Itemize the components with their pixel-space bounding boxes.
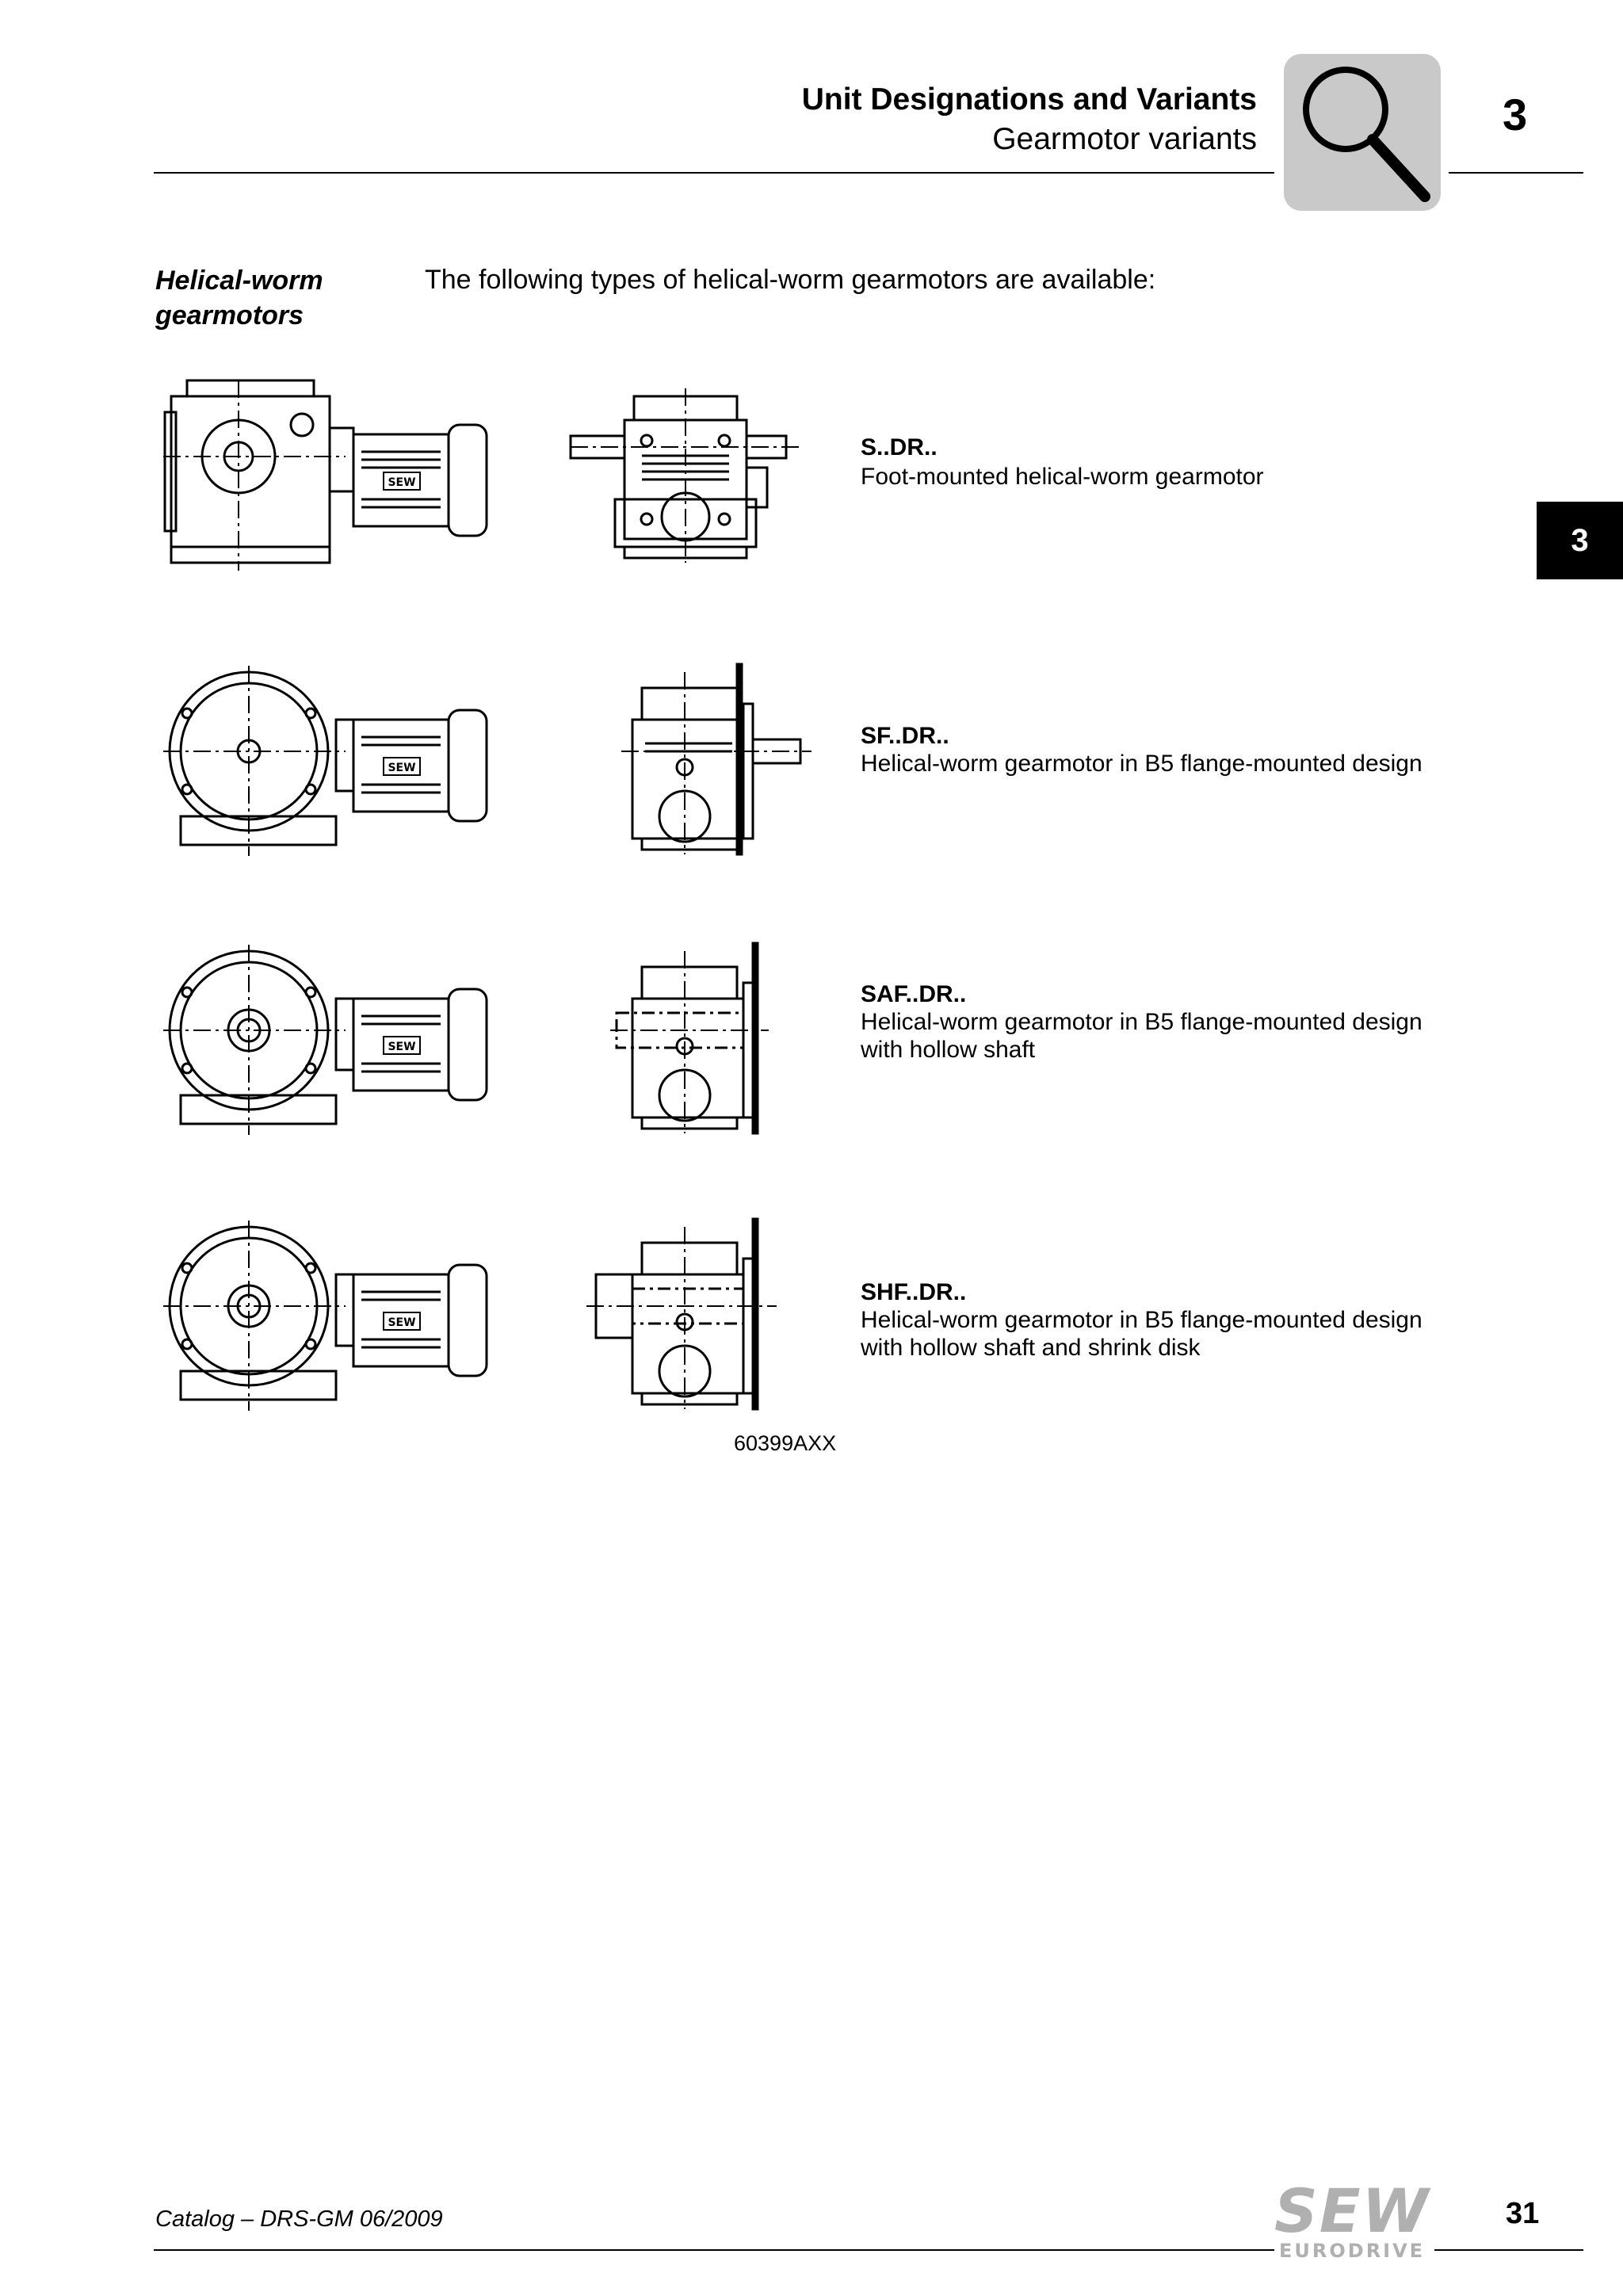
variant-description: Foot-mounted helical-worm gearmotor xyxy=(861,464,1264,490)
variant-code: SF..DR.. xyxy=(861,723,949,749)
motor-nameplate-label: SEW xyxy=(388,1316,416,1329)
footer-rule-right xyxy=(1434,2249,1583,2251)
variant-description: Helical-worm gearmotor in B5 flange-mounted design xyxy=(861,751,1423,777)
section-label: Helical-worm gearmotors xyxy=(155,266,323,330)
page-title: Unit Designations and Variants xyxy=(801,82,1257,117)
footer-rule xyxy=(154,2249,1274,2251)
logo-main: SEW xyxy=(1274,2176,1430,2246)
chapter-tab[interactable] xyxy=(1537,502,1623,579)
variant-code: SAF..DR.. xyxy=(861,981,967,1007)
drawing-shf-front-view xyxy=(586,1219,792,1409)
variant-code: SHF..DR.. xyxy=(861,1279,967,1305)
drawing-saf-front-view xyxy=(610,943,800,1133)
header-rule-right xyxy=(1449,172,1583,174)
footer-catalog: Catalog – DRS-GM 06/2009 xyxy=(155,2206,443,2232)
motor-nameplate-label: SEW xyxy=(388,1041,416,1053)
motor-nameplate-label: SEW xyxy=(388,476,416,489)
page-subtitle: Gearmotor variants xyxy=(992,122,1257,156)
page-number: 31 xyxy=(1506,2197,1540,2230)
drawing-sf-front-view xyxy=(621,664,812,854)
variant-description: Helical-worm gearmotor in B5 flange-mounted design with hollow shaft xyxy=(861,1009,1423,1063)
logo-sub: EURODRIVE xyxy=(1279,2240,1426,2262)
section-intro: The following types of helical-worm gearmotors are available: xyxy=(425,265,1156,295)
chapter-number: 3 xyxy=(1503,90,1528,139)
drawing-s-side-view xyxy=(163,380,496,571)
chapter-tab-label: 3 xyxy=(1571,522,1589,558)
header-rule xyxy=(154,172,1274,174)
variant-code: S..DR.. xyxy=(861,434,938,460)
drawing-shf-side-view xyxy=(163,1221,496,1411)
drawing-saf-side-view xyxy=(163,945,496,1135)
magnifier-icon xyxy=(1284,54,1441,211)
sew-eurodrive-logo xyxy=(1274,2176,1433,2262)
variant-description: Helical-worm gearmotor in B5 flange-mounted design with hollow shaft and shrink disk xyxy=(861,1307,1423,1361)
figure-id: 60399AXX xyxy=(734,1431,837,1455)
motor-nameplate-label: SEW xyxy=(388,762,416,774)
drawing-sf-side-view xyxy=(163,666,496,856)
drawing-s-front-view xyxy=(571,388,800,563)
